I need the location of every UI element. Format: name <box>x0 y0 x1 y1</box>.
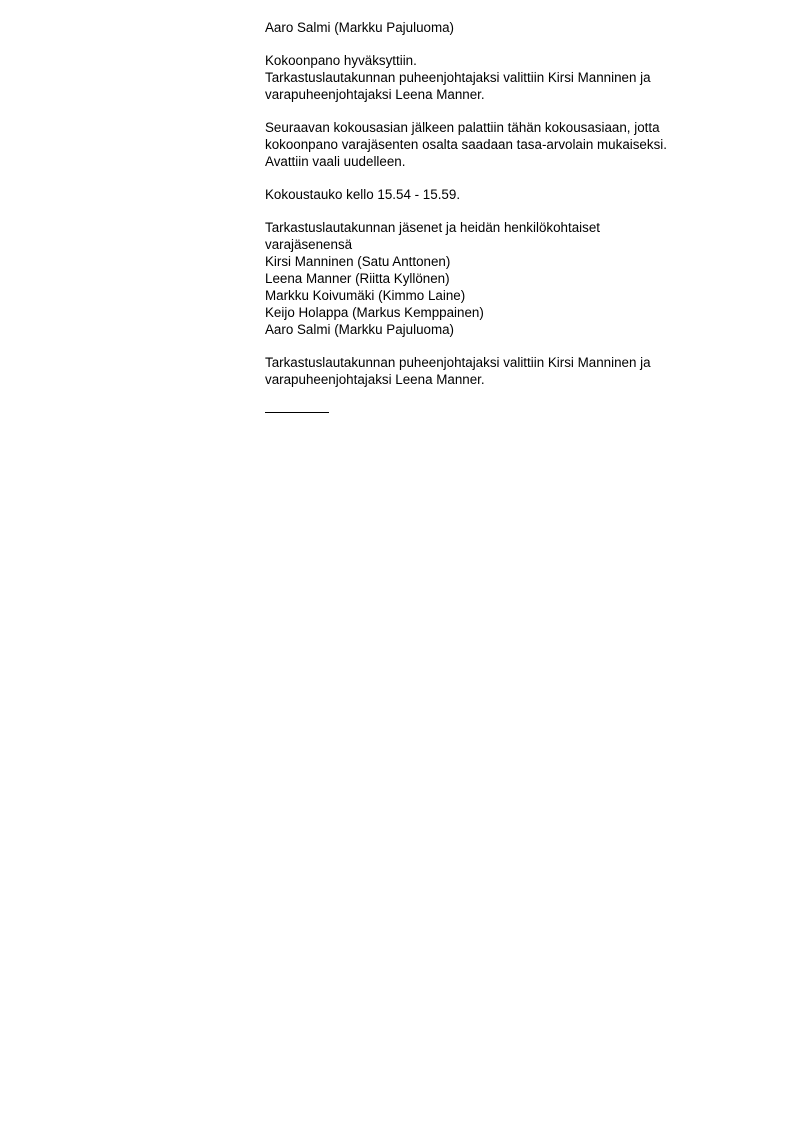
paragraph-gap <box>265 203 725 219</box>
members-section <box>265 219 725 338</box>
approval-line: Kokoonpano hyväksyttiin. <box>265 53 417 68</box>
reopen-line: Avattiin vaali uudelleen. <box>265 154 406 169</box>
reopen-line: Seuraavan kokousasian jälkeen palattiin tähän kokousasiaan, jotta <box>265 120 660 135</box>
approval-paragraph <box>265 52 725 103</box>
member-entry: Leena Manner (Riitta Kyllönen) <box>265 271 450 286</box>
final-election-paragraph <box>265 354 725 388</box>
break-note: Kokoustauko kello 15.54 - 15.59. <box>265 187 461 202</box>
paragraph-gap <box>265 103 725 119</box>
approval-line: varapuheenjohtajaksi Leena Manner. <box>265 87 485 102</box>
member-entry: Aaro Salmi (Markku Pajuluoma) <box>265 322 455 337</box>
final-election-line: varapuheenjohtajaksi Leena Manner. <box>265 372 485 387</box>
document-body <box>265 19 725 413</box>
member-entry: Kirsi Manninen (Satu Anttonen) <box>265 254 451 269</box>
paragraph-gap <box>265 338 725 354</box>
members-heading-line: varajäsenensä <box>265 237 353 252</box>
final-election-line: Tarkastuslautakunnan puheenjohtajaksi valittiin Kirsi Manninen ja <box>265 355 651 370</box>
paragraph-gap <box>265 36 725 52</box>
members-heading-line: Tarkastuslautakunnan jäsenet ja heidän henkilökohtaiset <box>265 220 600 235</box>
member-entry: Markku Koivumäki (Kimmo Laine) <box>265 288 466 303</box>
reopen-paragraph <box>265 119 725 170</box>
paragraph-gap <box>265 170 725 186</box>
reopen-line: kokoonpano varajäsenten osalta saadaan tasa-arvolain mukaiseksi. <box>265 137 667 152</box>
section-divider-rule <box>265 412 329 413</box>
approval-line: Tarkastuslautakunnan puheenjohtajaksi valittiin Kirsi Manninen ja <box>265 70 651 85</box>
member-entry: Keijo Holappa (Markus Kemppainen) <box>265 305 484 320</box>
intro-line: Aaro Salmi (Markku Pajuluoma) <box>265 20 455 35</box>
